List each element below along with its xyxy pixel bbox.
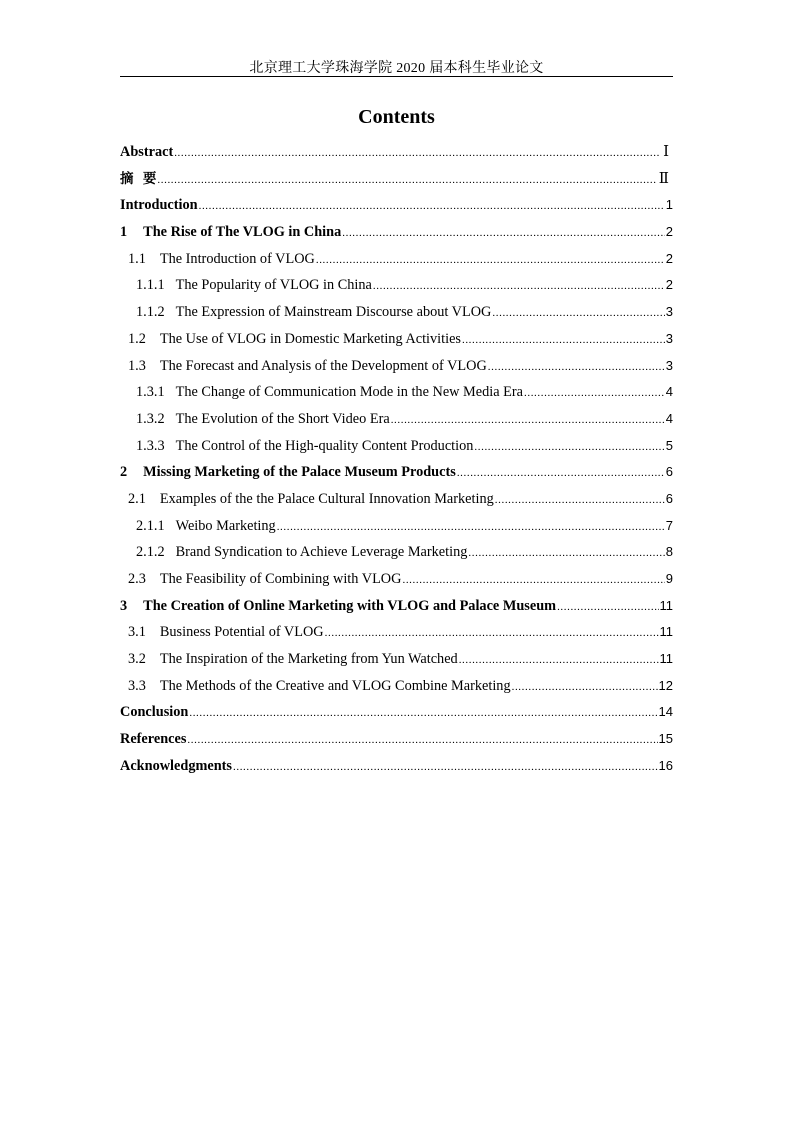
dot-leader (492, 300, 664, 327)
toc-entry-label: Business Potential of VLOG (159, 624, 324, 641)
toc-entry-label: Introduction (120, 197, 198, 214)
dot-leader (557, 594, 658, 621)
dot-leader (157, 167, 655, 194)
toc-entry-label: The Evolution of the Short Video Era (175, 410, 390, 427)
dot-leader (316, 247, 665, 274)
toc-entry[interactable] (120, 219, 673, 246)
toc-entry-label: The Feasibility of Combining with VLOG (159, 571, 402, 587)
toc-entry-page: 3 (665, 357, 673, 373)
dot-leader (474, 434, 664, 461)
toc-entry-label: Conclusion (120, 704, 189, 721)
toc-entry[interactable] (120, 726, 673, 753)
toc-entry-label: The Creation of Online Marketing with VLOG and Palace Museum (143, 597, 557, 614)
toc-entry[interactable] (120, 619, 673, 646)
page-header: 北京理工大学珠海学院 2020 届本科生毕业论文 (249, 61, 544, 76)
toc-entry-label: 摘 要 (120, 170, 157, 187)
toc-entry[interactable] (120, 379, 673, 406)
toc-entry-page: 7 (665, 517, 673, 533)
toc-entry-page: 5 (665, 437, 673, 453)
toc-entry-page: Ⅰ (663, 144, 669, 160)
dot-leader (325, 620, 659, 647)
dot-leader (233, 754, 658, 781)
toc-entry[interactable] (120, 326, 673, 353)
dot-leader (462, 327, 665, 354)
dot-leader (459, 647, 659, 674)
toc-entry-page: 1 (665, 197, 673, 213)
toc-entry-page: 12 (658, 677, 673, 693)
toc-entry[interactable] (120, 486, 673, 513)
toc-entry[interactable] (120, 673, 673, 700)
toc-entry-label: References (120, 731, 187, 748)
toc-entry-number: 1.1.1 (136, 277, 165, 294)
dot-leader (488, 354, 665, 381)
toc-entry-number: 3.2 (128, 651, 146, 668)
toc-entry-page: Ⅱ (658, 170, 669, 187)
toc-entry-label: Weibo Marketing (175, 517, 276, 534)
dot-leader (468, 540, 664, 567)
toc-entry-page: 3 (665, 304, 673, 320)
toc-entry[interactable] (120, 139, 673, 166)
dot-leader (189, 700, 657, 727)
toc-entry[interactable] (120, 166, 673, 193)
toc-entry-page: 9 (665, 571, 673, 586)
page-title: Contents (358, 106, 435, 128)
dot-leader (512, 674, 658, 701)
toc-entry-page: 6 (665, 464, 673, 480)
toc-entry-number: 3.3 (128, 677, 146, 694)
toc-entry-page: 4 (665, 384, 673, 400)
toc-entry-label: The Rise of The VLOG in China (143, 224, 342, 241)
toc-entry-label: The Introduction of VLOG (159, 250, 315, 267)
toc-entry-number: 1 (120, 224, 128, 241)
toc-entry-page: 2 (665, 277, 673, 293)
toc-entry-page: 11 (659, 597, 673, 613)
toc-entry-page: 15 (658, 731, 673, 747)
toc-entry-page: 6 (665, 490, 673, 506)
toc-entry-label: Acknowledgments (120, 757, 232, 774)
toc-entry-number: 2.1 (128, 490, 146, 507)
toc-entry-number: 3.1 (128, 624, 146, 641)
toc-entry[interactable] (120, 353, 673, 380)
toc-entry-label: The Forecast and Analysis of the Development of VLOG (159, 357, 487, 374)
toc-entry-number: 1.3 (128, 357, 146, 374)
dot-leader (174, 140, 660, 167)
toc-entry-page: 2 (665, 250, 673, 266)
toc-entry-label: The Use of VLOG in Domestic Marketing Activities (159, 330, 461, 347)
toc-entry-page: 14 (658, 704, 673, 720)
toc-entry[interactable] (120, 299, 673, 326)
toc-entry[interactable] (120, 539, 673, 566)
toc-entry[interactable] (120, 192, 673, 219)
toc-entry-page: 11 (659, 651, 673, 667)
toc-entry-number: 2.1.1 (136, 517, 165, 534)
toc-entry-page: 3 (665, 330, 673, 346)
dot-leader (277, 514, 665, 541)
toc-entry-label: The Control of the High-quality Content Production (175, 437, 474, 454)
toc-entry[interactable] (120, 566, 673, 593)
dot-leader (373, 273, 665, 300)
toc-entry-label: The Inspiration of the Marketing from Yun Watched (159, 651, 458, 668)
toc-entry-number: 1.3.2 (136, 410, 165, 427)
dot-leader (391, 407, 665, 434)
dot-leader (342, 220, 665, 247)
toc-entry[interactable] (120, 433, 673, 460)
header-rule (120, 76, 673, 77)
dot-leader (524, 380, 665, 407)
toc-entry-number: 1.3.3 (136, 437, 165, 454)
toc-entry[interactable] (120, 459, 673, 486)
toc-entry-number: 2 (120, 464, 128, 481)
toc-entry-number: 3 (120, 597, 128, 614)
toc-entry[interactable] (120, 406, 673, 433)
toc-entry-page: 4 (665, 410, 673, 426)
toc-entry-number: 1.3.1 (136, 384, 165, 401)
toc-entry[interactable] (120, 646, 673, 673)
toc-entry-page: 8 (665, 544, 673, 560)
table-of-contents (120, 139, 673, 780)
dot-leader (187, 727, 657, 754)
toc-entry-number: 1.1 (128, 250, 146, 267)
toc-entry-label: Examples of the the Palace Cultural Innovation Marketing (159, 490, 494, 507)
toc-entry[interactable] (120, 246, 673, 273)
toc-entry-number: 1.2 (128, 330, 146, 347)
dot-leader (199, 193, 665, 220)
toc-entry-page: 11 (659, 624, 673, 640)
toc-entry-label: The Popularity of VLOG in China (175, 277, 372, 294)
toc-entry-label: Missing Marketing of the Palace Museum Products (143, 464, 456, 481)
toc-entry-number: 2.3 (128, 571, 146, 587)
toc-entry-label: The Expression of Mainstream Discourse about VLOG (175, 304, 492, 321)
toc-entry[interactable] (120, 272, 673, 299)
dot-leader (402, 567, 664, 594)
toc-entry-number: 1.1.2 (136, 304, 165, 321)
toc-entry-label: Brand Syndication to Achieve Leverage Marketing (175, 544, 468, 561)
toc-entry-label: Abstract (120, 144, 174, 160)
dot-leader (457, 460, 665, 487)
dot-leader (495, 487, 665, 514)
toc-entry-label: The Change of Communication Mode in the New Media Era (175, 384, 523, 401)
toc-entry[interactable] (120, 699, 673, 726)
toc-entry[interactable] (120, 753, 673, 780)
toc-entry-page: 2 (665, 224, 673, 240)
toc-entry-label: The Methods of the Creative and VLOG Combine Marketing (159, 677, 511, 694)
toc-entry-number: 2.1.2 (136, 544, 165, 561)
toc-entry[interactable] (120, 513, 673, 540)
toc-entry-page: 16 (658, 757, 673, 773)
toc-entry[interactable] (120, 593, 673, 620)
